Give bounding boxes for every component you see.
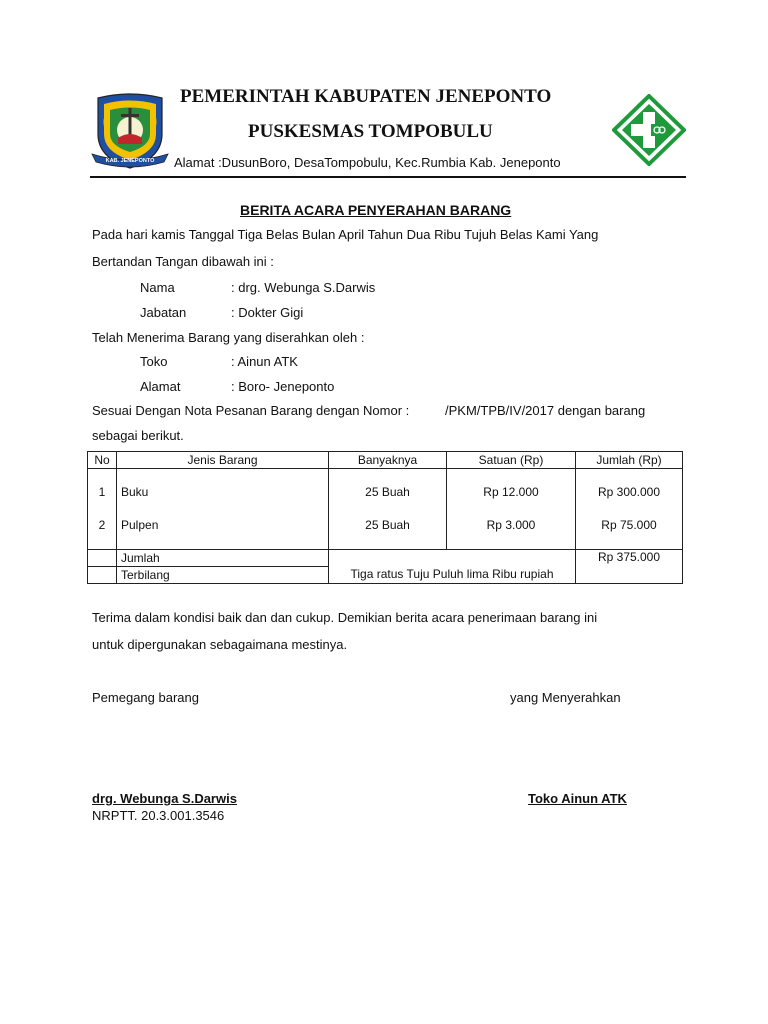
header-satuan: Satuan (Rp) [447, 452, 576, 469]
header-jenis-barang: Jenis Barang [117, 452, 329, 469]
table-header-row [88, 452, 683, 469]
row-unit: Rp 12.000 [483, 485, 539, 499]
signature-right-role: yang Menyerahkan [510, 690, 621, 705]
header-jumlah: Jumlah (Rp) [576, 452, 683, 469]
jabatan-value: : Dokter Gigi [231, 305, 304, 320]
header-line1: PEMERINTAH KABUPATEN JENEPONTO [180, 86, 552, 107]
toko-value: : Ainun ATK [231, 354, 298, 369]
nama-label: Nama [140, 280, 175, 295]
header-address: Alamat :DusunBoro, DesaTompobulu, Kec.Rumbia Kab. Jeneponto [174, 155, 561, 170]
row-item: Buku [121, 485, 149, 499]
header-no: No [88, 452, 117, 469]
row-total: Rp 75.000 [601, 518, 657, 532]
nota-line-continued: sebagai berikut. [92, 428, 184, 443]
header-banyaknya: Banyaknya [329, 452, 447, 469]
document-title: BERITA ACARA PENYERAHAN BARANG [240, 202, 512, 218]
signature-left-role: Pemegang barang [92, 690, 199, 705]
jabatan-label: Jabatan [140, 305, 187, 320]
jumlah-label: Jumlah [117, 550, 329, 567]
row-no: 2 [98, 518, 106, 532]
intro-line2: Bertandan Tangan dibawah ini : [92, 254, 274, 269]
row-qty: 25 Buah [365, 485, 410, 499]
toko-label: Toko [140, 354, 168, 369]
signature-left-name: drg. Webunga S.Darwis [92, 791, 237, 806]
nota-line-right: /PKM/TPB/IV/2017 dengan barang [445, 403, 646, 418]
row-qty-cell [329, 469, 447, 550]
row-total-cell [576, 469, 683, 550]
row-item-cell [117, 469, 329, 550]
alamat-label: Alamat [140, 379, 181, 394]
header-line2: PUSKESMAS TOMPOBULU [248, 121, 493, 142]
grand-total: Rp 375.000 [576, 550, 683, 584]
signature-left-id: NRPTT. 20.3.001.3546 [92, 808, 225, 823]
logo-left-text: KAB. JENEPONTO [105, 158, 155, 164]
header-divider [90, 176, 686, 178]
puskesmas-logo [612, 94, 686, 166]
row-unit-cell [447, 469, 576, 550]
row-total: Rp 300.000 [597, 485, 661, 499]
kabupaten-jeneponto-logo [90, 92, 170, 172]
terbilang-label: Terbilang [117, 567, 329, 584]
nama-value: : drg. Webunga S.Darwis [231, 280, 376, 295]
table-row [88, 469, 683, 550]
row-no-cell [88, 469, 117, 550]
items-table [87, 451, 683, 584]
received-line: Telah Menerima Barang yang diserahkan oleh : [92, 330, 365, 345]
signature-right-name: Toko Ainun ATK [528, 791, 627, 806]
jumlah-row [88, 550, 683, 567]
row-no: 1 [98, 485, 106, 499]
nota-line-left: Sesuai Dengan Nota Pesanan Barang dengan Nomor : [92, 403, 410, 418]
row-item: Pulpen [121, 518, 159, 532]
terbilang-value: Tiga ratus Tuju Puluh lima Ribu rupiah [329, 550, 576, 584]
row-unit: Rp 3.000 [486, 518, 536, 532]
intro-line1: Pada hari kamis Tanggal Tiga Belas Bulan April Tahun Dua Ribu Tujuh Belas Kami Yang [92, 227, 599, 242]
closing-line2: untuk dipergunakan sebagaimana mestinya. [92, 637, 348, 652]
alamat-value: : Boro- Jeneponto [231, 379, 335, 394]
row-qty: 25 Buah [365, 518, 410, 532]
closing-line1: Terima dalam kondisi baik dan dan cukup. Demikian berita acara penerimaan barang ini [92, 610, 598, 625]
